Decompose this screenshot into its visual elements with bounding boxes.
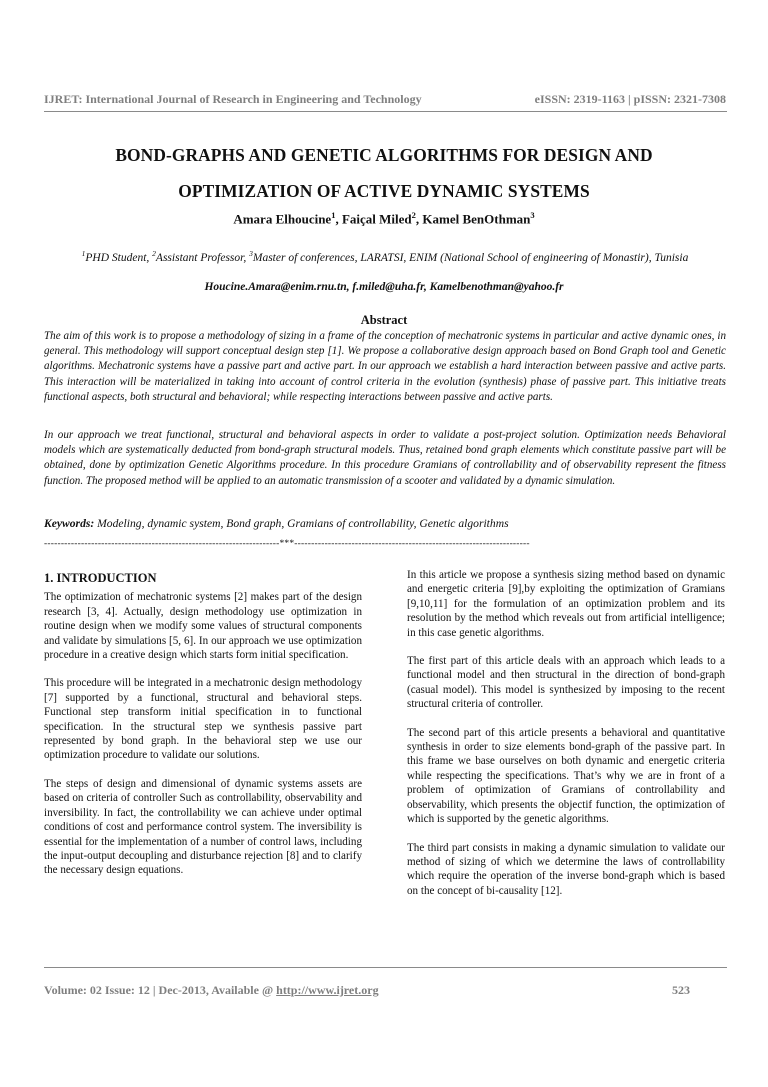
page-number: 523 bbox=[672, 983, 690, 997]
running-header bbox=[44, 92, 726, 107]
affil-mark-3: 3 bbox=[249, 249, 253, 258]
body-paragraph: The second part of this article presents a behavioral and quantitative synthesis in order to size elements bond-graph of the passive part. In this frame we base ourselves on both dynamic and energetic criteria while respecting the specifications. That’s why we are in front of a problem of optimization of Gramians of controllability and observability, which presents the objectif function, the optimization of which is supported by the genetic algorithms. bbox=[407, 726, 725, 826]
author-2: Faiçal Miled bbox=[341, 211, 412, 227]
header-rule bbox=[44, 111, 727, 112]
body-paragraph: The optimization of mechatronic systems [2] makes part of the design research [3, 4]. Actually, design methodology use optimization in routine design when we modify some values of structural components and validate by simulations [5, 6]. In our approach we use optimization procedure in a creative design which starts form initial specification. bbox=[44, 591, 362, 662]
affil-mark-1: 1 bbox=[81, 249, 86, 258]
journal-url-link[interactable]: http://www.ijret.org bbox=[276, 983, 379, 997]
left-column bbox=[44, 568, 362, 892]
keywords-label: Keywords: bbox=[44, 517, 95, 530]
running-footer bbox=[44, 983, 690, 998]
body-paragraph: The steps of design and dimensional of dynamic systems assets are based on criteria of controller Such as controllability, observability and inversibility. In fact, the controllability we can achieve under optimal conditions of cost and performance control system. The inversibility is essential for the implementation of a number of control laws, including the input-output decoupling and disturbance rejection [8] and to clarify the necessary design equations. bbox=[44, 777, 362, 877]
journal-name: IJRET: International Journal of Research in Engineering and Technology bbox=[44, 92, 422, 106]
footer-volume bbox=[44, 983, 379, 998]
keywords-text: Modeling, dynamic system, Bond graph, Gramians of controllability, Genetic algorithms bbox=[94, 517, 509, 530]
body-paragraph: The first part of this article deals with an approach which leads to a functional model and then structural in the direction of bond-graph (casual model). This model is synthesized by imposing to the recent structural criteria of controller. bbox=[407, 655, 725, 711]
affiliations bbox=[60, 246, 710, 266]
abstract-paragraph-2: In our approach we treat functional, structural and behavioral aspects in order to validate a post-project solution. Optimization needs Behavioral models which are systematically deducted from bond-graph structural models. Thus, retained bond graph elements which constitute passive part will be obtained, done by optimization Genetic Algorithms procedure. In this procedure Gramians of controllability and of observability represent the fitness function. The proposed method will be applied to an automatic transmission of a scooter and validated by a dynamic simulation. bbox=[44, 429, 726, 487]
body-paragraph: This procedure will be integrated in a mechatronic design methodology [7] supported by a functional, structural and behavioral steps. Functional step transform initial specification in to functional specification. In the structural step we synthesis passive part represented by bond graph. In the behavioral step we use our optimization procedure to validate our solutions. bbox=[44, 677, 362, 762]
author-1-mark: 1 bbox=[331, 210, 336, 220]
affil-1: PHD Student, bbox=[85, 251, 153, 264]
section-heading: 1. INTRODUCTION bbox=[44, 571, 157, 585]
author-list bbox=[40, 210, 728, 227]
affil-2: Assistant Professor, bbox=[155, 251, 250, 264]
abstract-paragraph-1: The aim of this work is to propose a methodology of sizing in a frame of the conception of mechatronic systems in particular and active dynamic ones, in general. This methodology will support conceptual design step [1]. We propose a collaborative design approach based on Bond Graph tool and Genetic algorithms. Mechatronic systems have a passive part and active part. In our approach we establish a hard interaction between passive and active parts. This interaction will be materialized in taking into account of control criteria in the evolution (synthesis) phase of passive part. This initiative treats functional aspects, both structural and behavioral; while respecting interactions between passive and active parts. bbox=[44, 330, 726, 403]
author-3: Kamel BenOthman bbox=[422, 211, 531, 227]
footer-volume-text: Volume: 02 Issue: 12 | Dec-2013, Available @ bbox=[44, 983, 277, 997]
section-separator: ----------------------------------------------------------------------***---------------------------------------------------------------------- bbox=[44, 539, 530, 549]
author-1: Amara Elhoucine bbox=[233, 211, 332, 227]
right-column bbox=[407, 568, 725, 912]
author-emails: Houcine.Amara@enim.rnu.tn, f.miled@uha.fr, Kamelbenothman@yahoo.fr bbox=[204, 281, 564, 293]
issn: eISSN: 2319-1163 | pISSN: 2321-7308 bbox=[534, 92, 726, 106]
abstract-heading: Abstract bbox=[360, 313, 408, 327]
author-separator: , bbox=[335, 211, 342, 227]
author-3-mark: 3 bbox=[530, 210, 535, 220]
keywords bbox=[44, 517, 726, 530]
title-line-1: BOND-GRAPHS AND GENETIC ALGORITHMS FOR DESIGN AND bbox=[115, 145, 653, 165]
body-paragraph: In this article we propose a synthesis sizing method based on dynamic and energetic criteria [9],by exploiting the optimization of Gramians [9,10,11] for the formulation of an optimization problem and its resolution by the method which reveals out from artificial intelligence; in this case genetic algorithms. bbox=[407, 569, 725, 639]
footer-rule bbox=[44, 967, 727, 968]
author-2-mark: 2 bbox=[411, 210, 416, 220]
author-separator: , bbox=[415, 211, 423, 227]
paper-title bbox=[40, 137, 728, 209]
affil-3: Master of conferences, LARATSI, ENIM (National School of engineering of Monastir), Tunisia bbox=[252, 251, 689, 264]
affil-mark-2: 2 bbox=[152, 249, 156, 258]
title-line-2: OPTIMIZATION OF ACTIVE DYNAMIC SYSTEMS bbox=[178, 181, 590, 201]
body-paragraph: The third part consists in making a dynamic simulation to validate our method of sizing of which we determine the laws of controllability which require the operation of the inverse bond-graph which is based on the concept of bi-causality [12]. bbox=[407, 841, 725, 897]
